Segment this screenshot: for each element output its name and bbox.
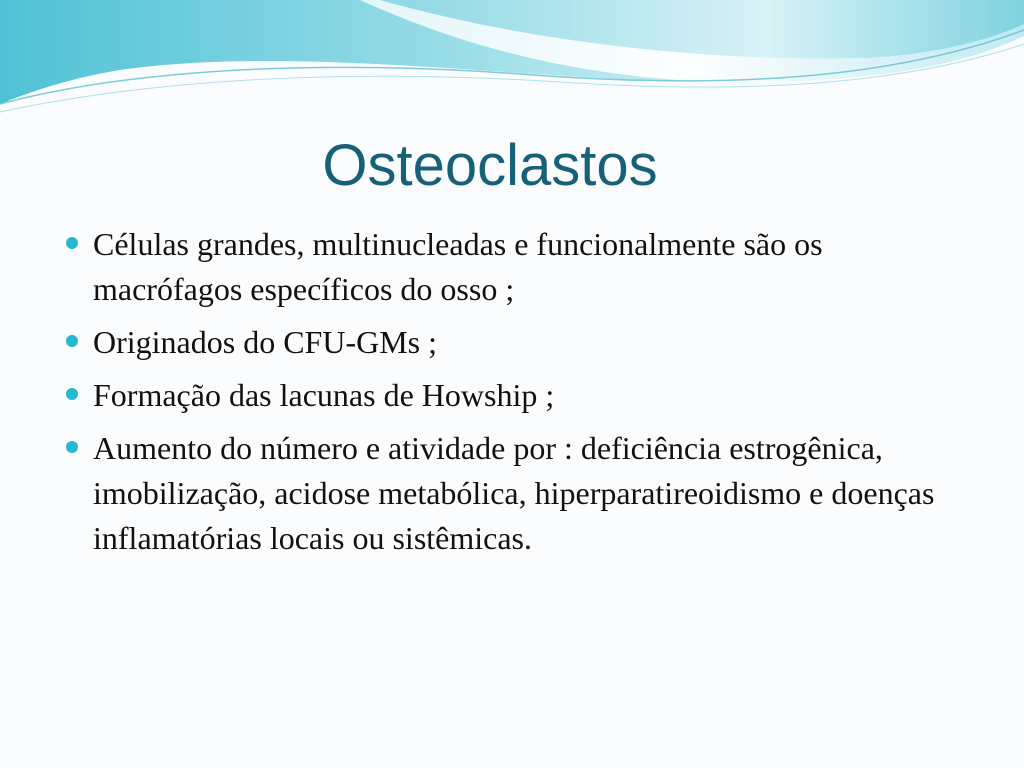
bullet-dot-icon	[66, 441, 78, 453]
bullet-dot-icon	[66, 237, 78, 249]
bullet-dot-icon	[66, 388, 78, 400]
bullet-item	[62, 222, 972, 312]
bullet-list	[62, 222, 972, 569]
bullet-item	[62, 320, 972, 365]
bullet-item	[62, 426, 972, 561]
slide-title: Osteoclastos	[322, 133, 658, 198]
header-wave-decoration	[0, 0, 1024, 130]
bullet-dot-icon	[66, 335, 78, 347]
bullet-text: Células grandes, multinucleadas e funcionalmente são os macrófagos específicos do osso ;	[93, 226, 823, 307]
bullet-item	[62, 373, 972, 418]
bullet-text: Formação das lacunas de Howship ;	[93, 377, 555, 413]
bullet-text: Aumento do número e atividade por : deficiência estrogênica, imobilização, acidose metabólica, hiperparatireoidismo e doenças inflamatórias locais ou sistêmicas.	[93, 430, 935, 556]
bullet-text: Originados do CFU-GMs ;	[93, 324, 438, 360]
